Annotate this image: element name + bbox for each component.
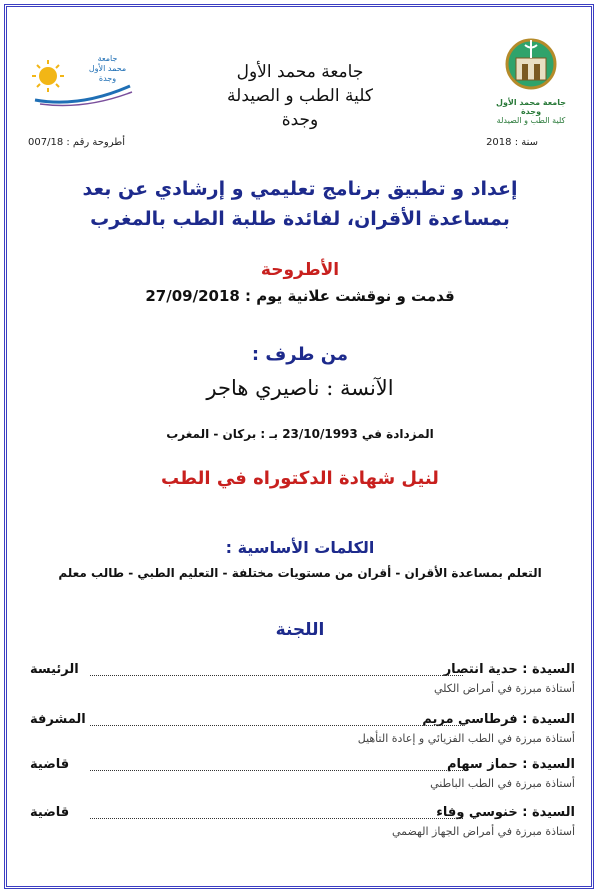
header-university: جامعة محمد الأول <box>236 62 364 82</box>
header-faculty: كلية الطب و الصيدلة <box>227 86 373 106</box>
header-city: وجدة <box>281 110 319 130</box>
member-role: المشرفة <box>30 712 86 727</box>
keywords-label: الكلمات الأساسية : <box>225 538 375 557</box>
member-name: السيدة : حماز سهام <box>446 757 575 772</box>
thesis-label: الأطروحة <box>260 260 340 280</box>
member-name: السيدة : خنوسي وفاء <box>436 805 575 820</box>
member-title: أستاذة مبرزة في الطب الباطني <box>430 777 575 790</box>
year-label: سنة : 2018 <box>486 137 538 148</box>
thesis-number: أطروحة رقم : 007/18 <box>28 137 125 148</box>
title-line2: بمساعدة الأقران، لفائدة طلبة الطب بالمغرب <box>90 208 510 230</box>
committee-member <box>30 755 575 795</box>
faculty-logo-line1: جامعة محمد الأول وجدة <box>496 98 566 116</box>
author-name: الآنسة : ناصيري هاجر <box>206 376 394 400</box>
member-name: السيدة : حدية انتصار <box>443 662 575 677</box>
member-role: الرئيسة <box>30 662 79 677</box>
university-logo <box>30 50 135 110</box>
university-logo-line2: محمد الأول <box>88 64 127 73</box>
member-title: أستاذة مبرزة في الطب الفزيائي و إعادة التأهيل <box>357 732 575 745</box>
title-line1: إعداد و تطبيق برنامج تعليمي و إرشادي عن بعد <box>82 178 518 200</box>
member-title: أستاذة مبرزة في أمراض الجهاز الهضمي <box>391 825 575 838</box>
birth-info: المزدادة في 23/10/1993 بـ : بركان - المغرب <box>166 427 434 441</box>
committee-label: اللجنة <box>275 620 325 640</box>
committee-member <box>30 803 575 843</box>
faculty-logo <box>488 36 574 125</box>
committee-member <box>30 660 575 700</box>
member-title: أستاذة مبرزة في أمراض الكلي <box>433 682 575 695</box>
degree-label: لنيل شهادة الدكتوراه في الطب <box>161 468 439 489</box>
keywords-list: التعلم بمساعدة الأقران - أقران من مستويات مختلفة - التعليم الطبي - طالب معلم <box>58 566 542 580</box>
university-logo-line1: جامعة <box>97 54 118 63</box>
defense-date: قدمت و نوقشت علانية يوم : 27/09/2018 <box>145 287 455 305</box>
member-name: السيدة : فرطاسي مريم <box>422 712 575 727</box>
faculty-logo-line2: كلية الطب و الصيدلة <box>496 116 566 125</box>
by-label: من طرف : <box>251 344 349 365</box>
member-role: قاضية <box>30 757 70 772</box>
member-role: قاضية <box>30 805 70 820</box>
university-logo-line3: وجدة <box>98 74 117 83</box>
committee-member <box>30 710 575 750</box>
